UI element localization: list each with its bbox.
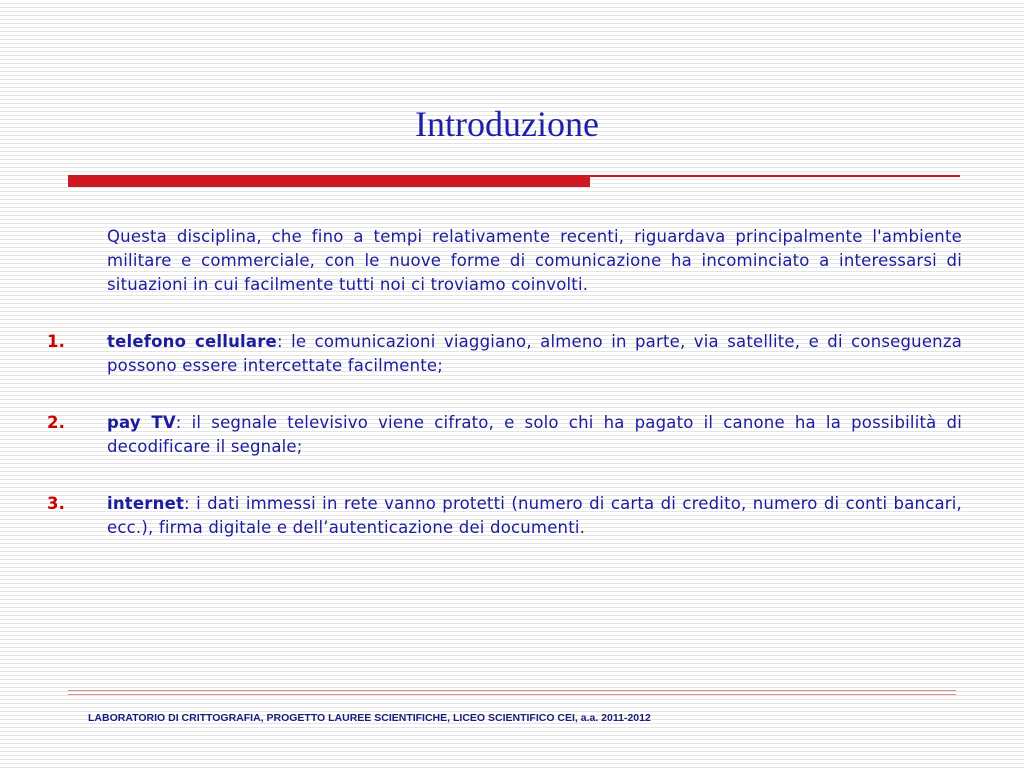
list-item-number: 1.	[47, 332, 66, 351]
numbered-list	[40, 330, 962, 540]
footer-divider-top	[68, 690, 956, 691]
list-item-term: pay TV	[107, 413, 176, 432]
footer-divider-bottom	[68, 694, 956, 695]
list-item	[40, 411, 962, 459]
list-item-text: : le comunicazioni viaggiano, almeno in parte, via satellite, e di conseguenza possono essere intercettate facilmente;	[107, 332, 963, 375]
title-underline-bar	[68, 175, 590, 187]
slide-title: Introduzione	[415, 104, 599, 144]
list-item	[40, 330, 962, 378]
list-item-number: 3.	[47, 494, 66, 513]
footer-text: LABORATORIO DI CRITTOGRAFIA, PROGETTO LAUREE SCIENTIFICHE, LICEO SCIENTIFICO CEI, a.a. 2011-2012	[88, 712, 651, 724]
list-item-term: internet	[107, 494, 185, 513]
slide-content	[40, 225, 962, 540]
list-item-text: : i dati immessi in rete vanno protetti (numero di carta di credito, numero di conti bancari, ecc.), firma digitale e dell’autenticazione dei documenti.	[107, 494, 962, 537]
list-item-number: 2.	[47, 413, 66, 432]
list-item-text: : il segnale televisivo viene cifrato, e solo chi ha pagato il canone ha la possibilità di decodificare il segnale;	[107, 413, 962, 456]
list-item	[40, 492, 962, 540]
title-underline-line	[590, 175, 960, 177]
list-item-term: telefono cellulare	[107, 332, 277, 351]
intro-paragraph: Questa disciplina, che fino a tempi relativamente recenti, riguardava principalmente l'ambiente militare e commerciale, con le nuove forme di comunicazione ha incominciato a interessarsi di situazioni in cui facilmente tutti noi ci troviamo coinvolti.	[107, 227, 962, 294]
